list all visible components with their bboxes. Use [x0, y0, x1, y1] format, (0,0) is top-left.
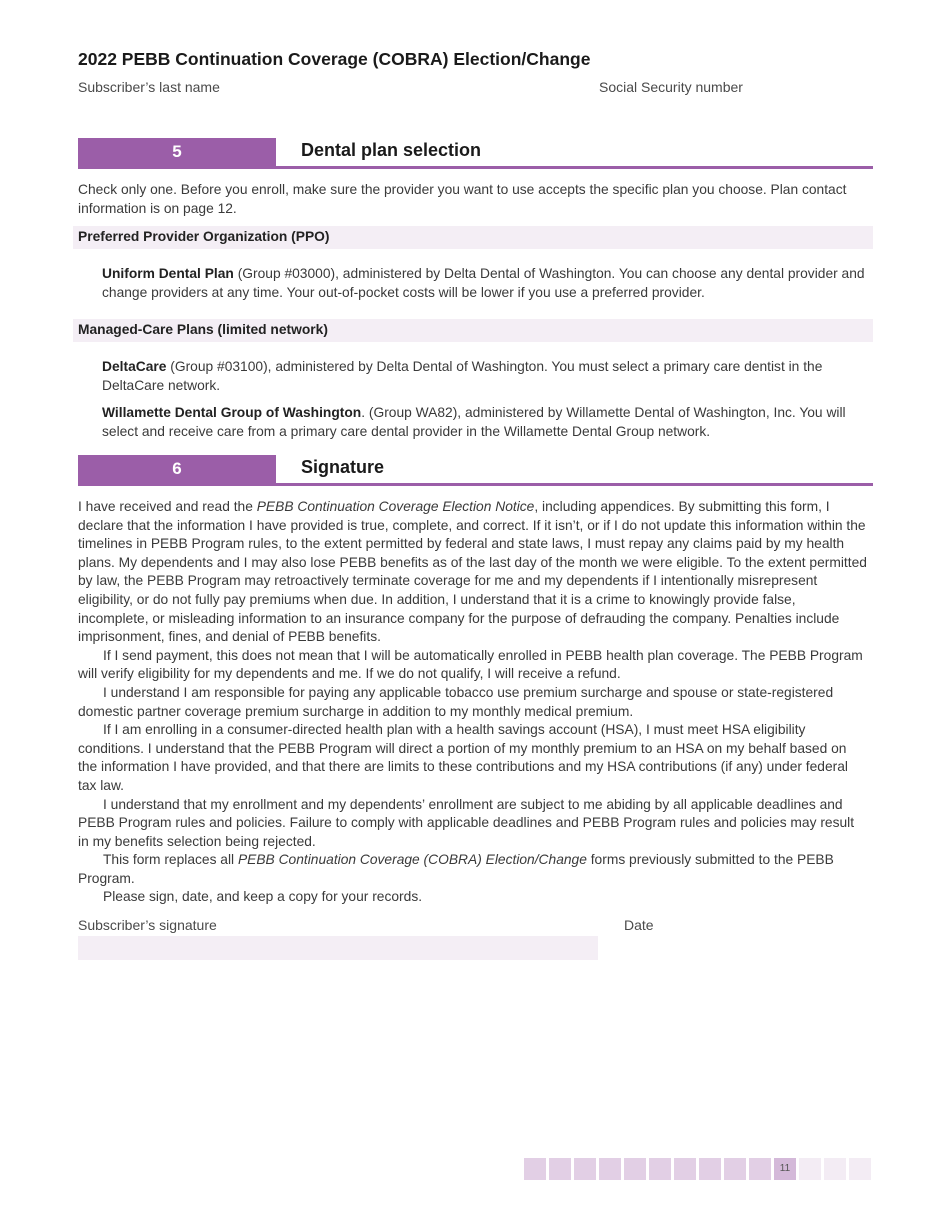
ppo-heading: Preferred Provider Organization (PPO): [78, 229, 330, 244]
subscriber-last-name-label: Subscriber’s last name: [78, 79, 220, 95]
section-rule: [78, 166, 873, 169]
plan-description: . (Group WA82), administered by Willamette Dental of Washington, Inc. You will select and receive care from a primary care dental provider in the Willamette Dental Group network.: [102, 405, 846, 439]
plan-description: (Group #03100), administered by Delta Dental of Washington. You must select a primary care dentist in the DeltaCare network.: [102, 359, 823, 393]
willamette-option[interactable]: [102, 404, 867, 441]
section-number: 5: [78, 138, 276, 166]
page-indicator: [524, 1158, 871, 1180]
section-number: 6: [78, 455, 276, 483]
payment-paragraph: If I send payment, this does not mean that I will be automatically enrolled in PEBB health plan coverage. The PEBB Program will verify eligibility for my dependents and me. If we do not qualify, I will receive a refund.: [78, 647, 863, 682]
current-page-number: 11: [774, 1158, 796, 1180]
section-6-header: [78, 455, 873, 485]
page-marker: [799, 1158, 821, 1180]
signature-body: [78, 498, 868, 907]
page-marker: [674, 1158, 696, 1180]
deltacare-option[interactable]: [102, 358, 867, 395]
date-label: Date: [624, 917, 654, 933]
page-marker: [599, 1158, 621, 1180]
page-marker: [624, 1158, 646, 1180]
dental-intro: Check only one. Before you enroll, make sure the provider you want to use accepts the specific plan you choose. Plan contact information is on page 12.: [78, 182, 847, 216]
surcharge-paragraph: I understand I am responsible for paying any applicable tobacco use premium surcharge and spouse or state-registered domestic partner coverage premium surcharge in addition to my monthly medical premium.: [78, 684, 834, 719]
page-marker: [749, 1158, 771, 1180]
rules-paragraph: I understand that my enrollment and my dependents’ enrollment are subject to me abiding by all applicable deadlines and PEBB Program rules and policies. Failure to comply with applicable deadlines and PEBB Program rules and policies may result in my benefits selection being rejected.: [78, 796, 855, 849]
attestation-paragraph: I have received and read the PEBB Continuation Coverage Election Notice, including appendices. By submitting this form, I declare that the information I have provided is true, complete, and correct. If it isn’t, or if I do not update this information within the timelines in PEBB Program rules, to the extent permitted by federal and state laws, I must repay any claims paid by my health plans. My dependents and I may also lose PEBB benefits as of the last day of the month we were eligible. To the extent permitted by law, the PEBB Program may retroactively terminate coverage for me and my dependents if I intentionally misrepresent eligibility, or do not fully pay premiums when due. In addition, I understand that it is a crime to knowingly provide false, incomplete, or misleading information to an insurance company for the purpose of defrauding the company. Penalties include imprisonment, fines, and denial of PEBB benefits.: [78, 499, 867, 645]
plan-name: Uniform Dental Plan: [102, 266, 234, 281]
page-marker: [849, 1158, 871, 1180]
uniform-dental-option[interactable]: [102, 265, 867, 302]
page-marker: [649, 1158, 671, 1180]
section-5-header: [78, 138, 873, 168]
replaces-paragraph: This form replaces all PEBB Continuation Coverage (COBRA) Election/Change forms previously submitted to the PEBB Program.: [78, 852, 834, 886]
section-title: Signature: [301, 457, 385, 477]
ppo-heading-band: [73, 226, 873, 249]
instructions-paragraph: Please sign, date, and keep a copy for your records.: [103, 889, 423, 905]
signature-field[interactable]: [78, 936, 598, 960]
section-title: Dental plan selection: [301, 140, 482, 160]
signature-label: Subscriber’s signature: [78, 917, 217, 933]
plan-name: Willamette Dental Group of Washington: [102, 405, 362, 420]
managed-care-heading: Managed-Care Plans (limited network): [78, 322, 328, 337]
page-marker: [574, 1158, 596, 1180]
plan-name: DeltaCare: [102, 359, 167, 374]
page-marker: [524, 1158, 546, 1180]
section-rule: [78, 483, 873, 486]
form-title: 2022 PEBB Continuation Coverage (COBRA) Election/Change: [78, 49, 591, 69]
managed-care-heading-band: [73, 319, 873, 342]
page-marker: [824, 1158, 846, 1180]
page-marker: [549, 1158, 571, 1180]
plan-description: (Group #03000), administered by Delta Dental of Washington. You can choose any dental provider and change providers at any time. Your out-of-pocket costs will be lower if you use a preferred provider.: [102, 266, 865, 300]
page-marker: [699, 1158, 721, 1180]
ssn-label: Social Security number: [599, 79, 743, 95]
hsa-paragraph: If I am enrolling in a consumer-directed health plan with a health savings account (HSA), I must meet HSA eligibility conditions. I understand that the PEBB Program will direct a portion of my monthly premium to an HSA on my behalf based on the information I have provided, and that there are limits to these contributions and my HSA contributions (if any) under federal tax law.: [78, 722, 848, 793]
page-marker: [724, 1158, 746, 1180]
